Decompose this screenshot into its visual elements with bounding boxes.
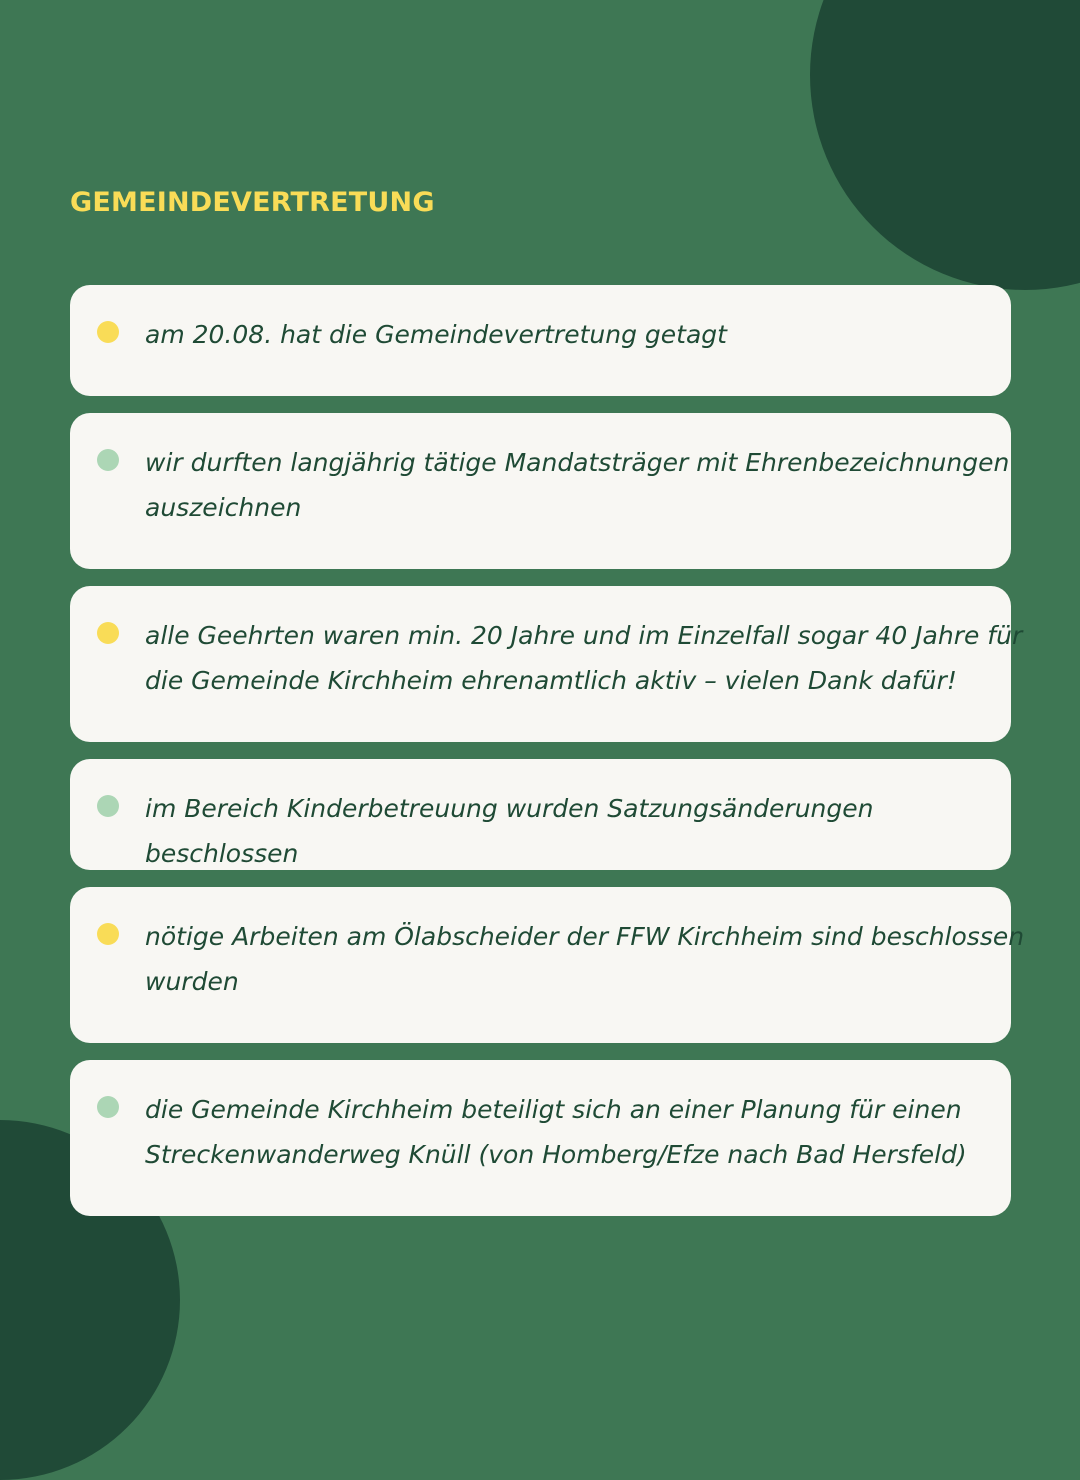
list-item	[70, 285, 1011, 396]
bullet-dot-icon	[97, 1096, 119, 1118]
bullet-dot-icon	[97, 321, 119, 343]
list-item-text: die Gemeinde Kirchheim beteiligt sich an einer Planung für einen Streckenwanderweg Knüll (von Homberg/Efze nach Bad Hersfeld)	[145, 1095, 967, 1169]
list-item	[70, 413, 1011, 569]
page-title: GEMEINDEVERTRETUNG	[70, 187, 435, 218]
list-item	[70, 1060, 1011, 1216]
decorative-circle-top-right	[810, 0, 1080, 290]
bullet-dot-icon	[97, 449, 119, 471]
list-item	[70, 887, 1025, 1043]
bullet-dot-icon	[97, 622, 119, 644]
list-item-text: alle Geehrten waren min. 20 Jahre und im Einzelfall sogar 40 Jahre für die Gemeinde Kirchheim ehrenamtlich aktiv – vielen Dank dafür!	[145, 621, 1023, 695]
list-item-text: nötige Arbeiten am Ölabscheider der FFW Kirchheim sind beschlossen wurden	[145, 922, 1025, 996]
bullet-dot-icon	[97, 795, 119, 817]
list-item-text: wir durften langjährig tätige Mandatsträger mit Ehrenbezeichnungen auszeichnen	[145, 448, 1010, 522]
bullet-dot-icon	[97, 923, 119, 945]
list-item	[70, 586, 1023, 742]
list-item-text: im Bereich Kinderbetreuung wurden Satzungsänderungen beschlossen	[145, 794, 874, 868]
list-item-text: am 20.08. hat die Gemeindevertretung getagt	[145, 320, 727, 349]
list-item	[70, 759, 1011, 870]
